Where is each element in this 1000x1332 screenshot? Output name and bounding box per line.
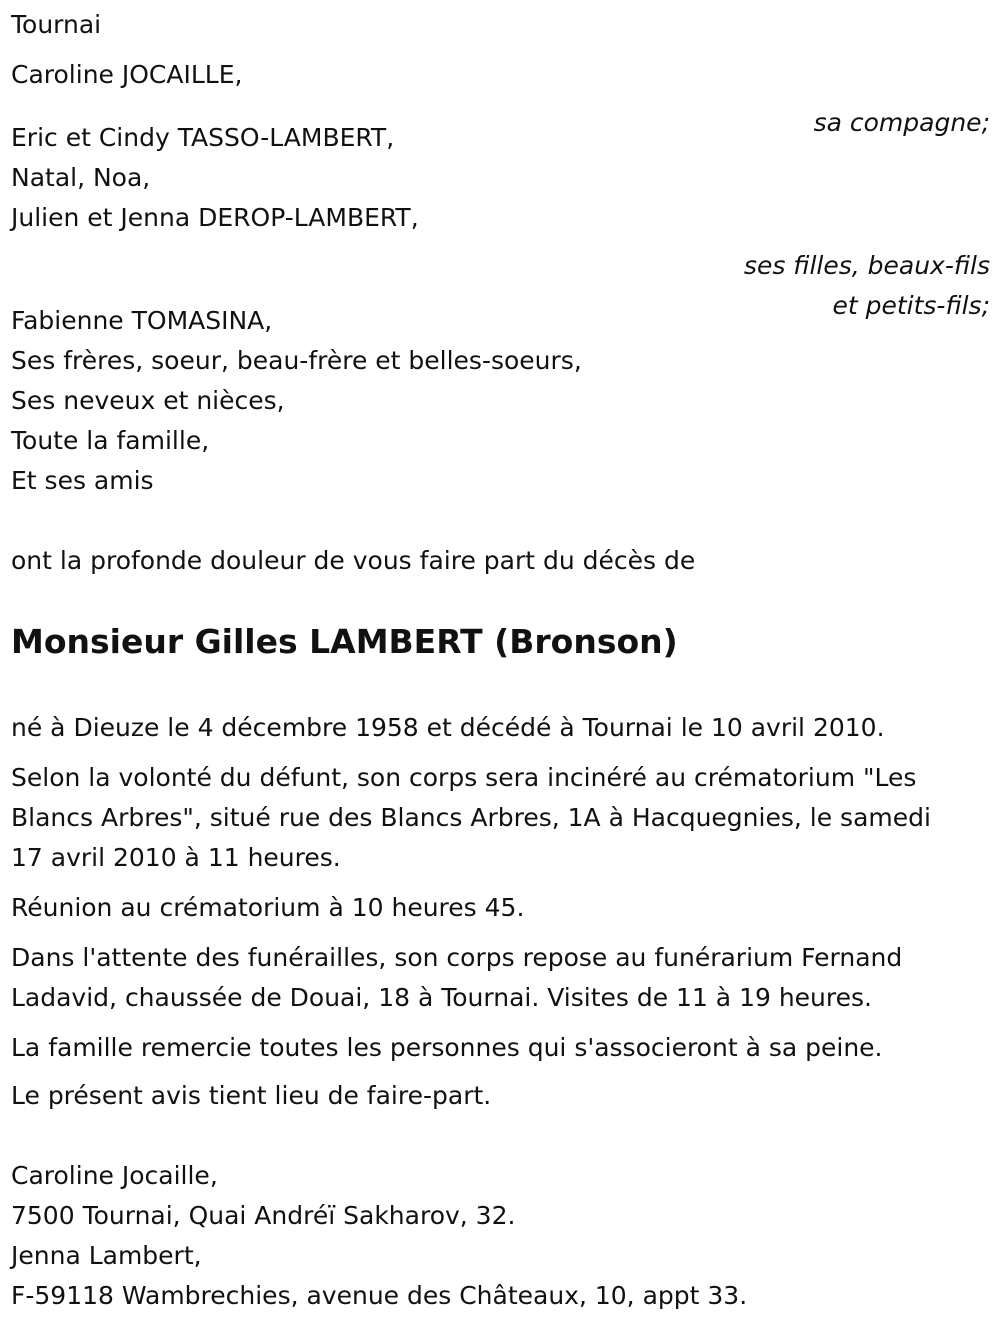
relative-1: Fabienne TOMASINA, (11, 306, 273, 335)
daughter-family-1: Eric et Cindy TASSO-LAMBERT, (11, 123, 395, 152)
relative-4: Toute la famille, (11, 426, 210, 455)
funerarium-line-2: Ladavid, chaussée de Douai, 18 à Tournai. Visites de 11 à 19 heures. (11, 983, 872, 1012)
daughters-role-line2: et petits-fils; (832, 291, 990, 320)
announcement-text: ont la profonde douleur de vous faire part du décès de (11, 546, 696, 575)
partner-name: Caroline JOCAILLE, (11, 60, 243, 89)
contact-line-2: 7500 Tournai, Quai Andréï Sakharov, 32. (11, 1201, 516, 1230)
daughter-family-2: Natal, Noa, (11, 163, 151, 192)
relative-3: Ses neveux et nièces, (11, 386, 285, 415)
city-heading: Tournai (11, 10, 102, 39)
relative-5: Et ses amis (11, 466, 154, 495)
contact-line-3: Jenna Lambert, (11, 1241, 202, 1270)
partner-role: sa compagne; (813, 108, 990, 137)
contact-line-1: Caroline Jocaille, (11, 1161, 218, 1190)
daughters-role-line1: ses filles, beaux-fils (743, 251, 990, 280)
cremation-line-2: Blancs Arbres", situé rue des Blancs Arbres, 1A à Hacquegnies, le samedi (11, 803, 931, 832)
contact-line-4: F-59118 Wambrechies, avenue des Châteaux, 10, appt 33. (11, 1281, 748, 1310)
relative-2: Ses frères, soeur, beau-frère et belles-soeurs, (11, 346, 582, 375)
notice-text: Le présent avis tient lieu de faire-part. (11, 1081, 492, 1110)
cremation-line-1: Selon la volonté du défunt, son corps sera incinéré au crématorium "Les (11, 763, 917, 792)
daughter-family-3: Julien et Jenna DEROP-LAMBERT, (11, 203, 419, 232)
birth-death-text: né à Dieuze le 4 décembre 1958 et décédé à Tournai le 10 avril 2010. (11, 713, 885, 742)
cremation-line-3: 17 avril 2010 à 11 heures. (11, 843, 341, 872)
funerarium-line-1: Dans l'attente des funérailles, son corps repose au funérarium Fernand (11, 943, 903, 972)
thanks-text: La famille remercie toutes les personnes qui s'associeront à sa peine. (11, 1033, 883, 1062)
deceased-name: Monsieur Gilles LAMBERT (Bronson) (11, 622, 678, 661)
meeting-text: Réunion au crématorium à 10 heures 45. (11, 893, 525, 922)
